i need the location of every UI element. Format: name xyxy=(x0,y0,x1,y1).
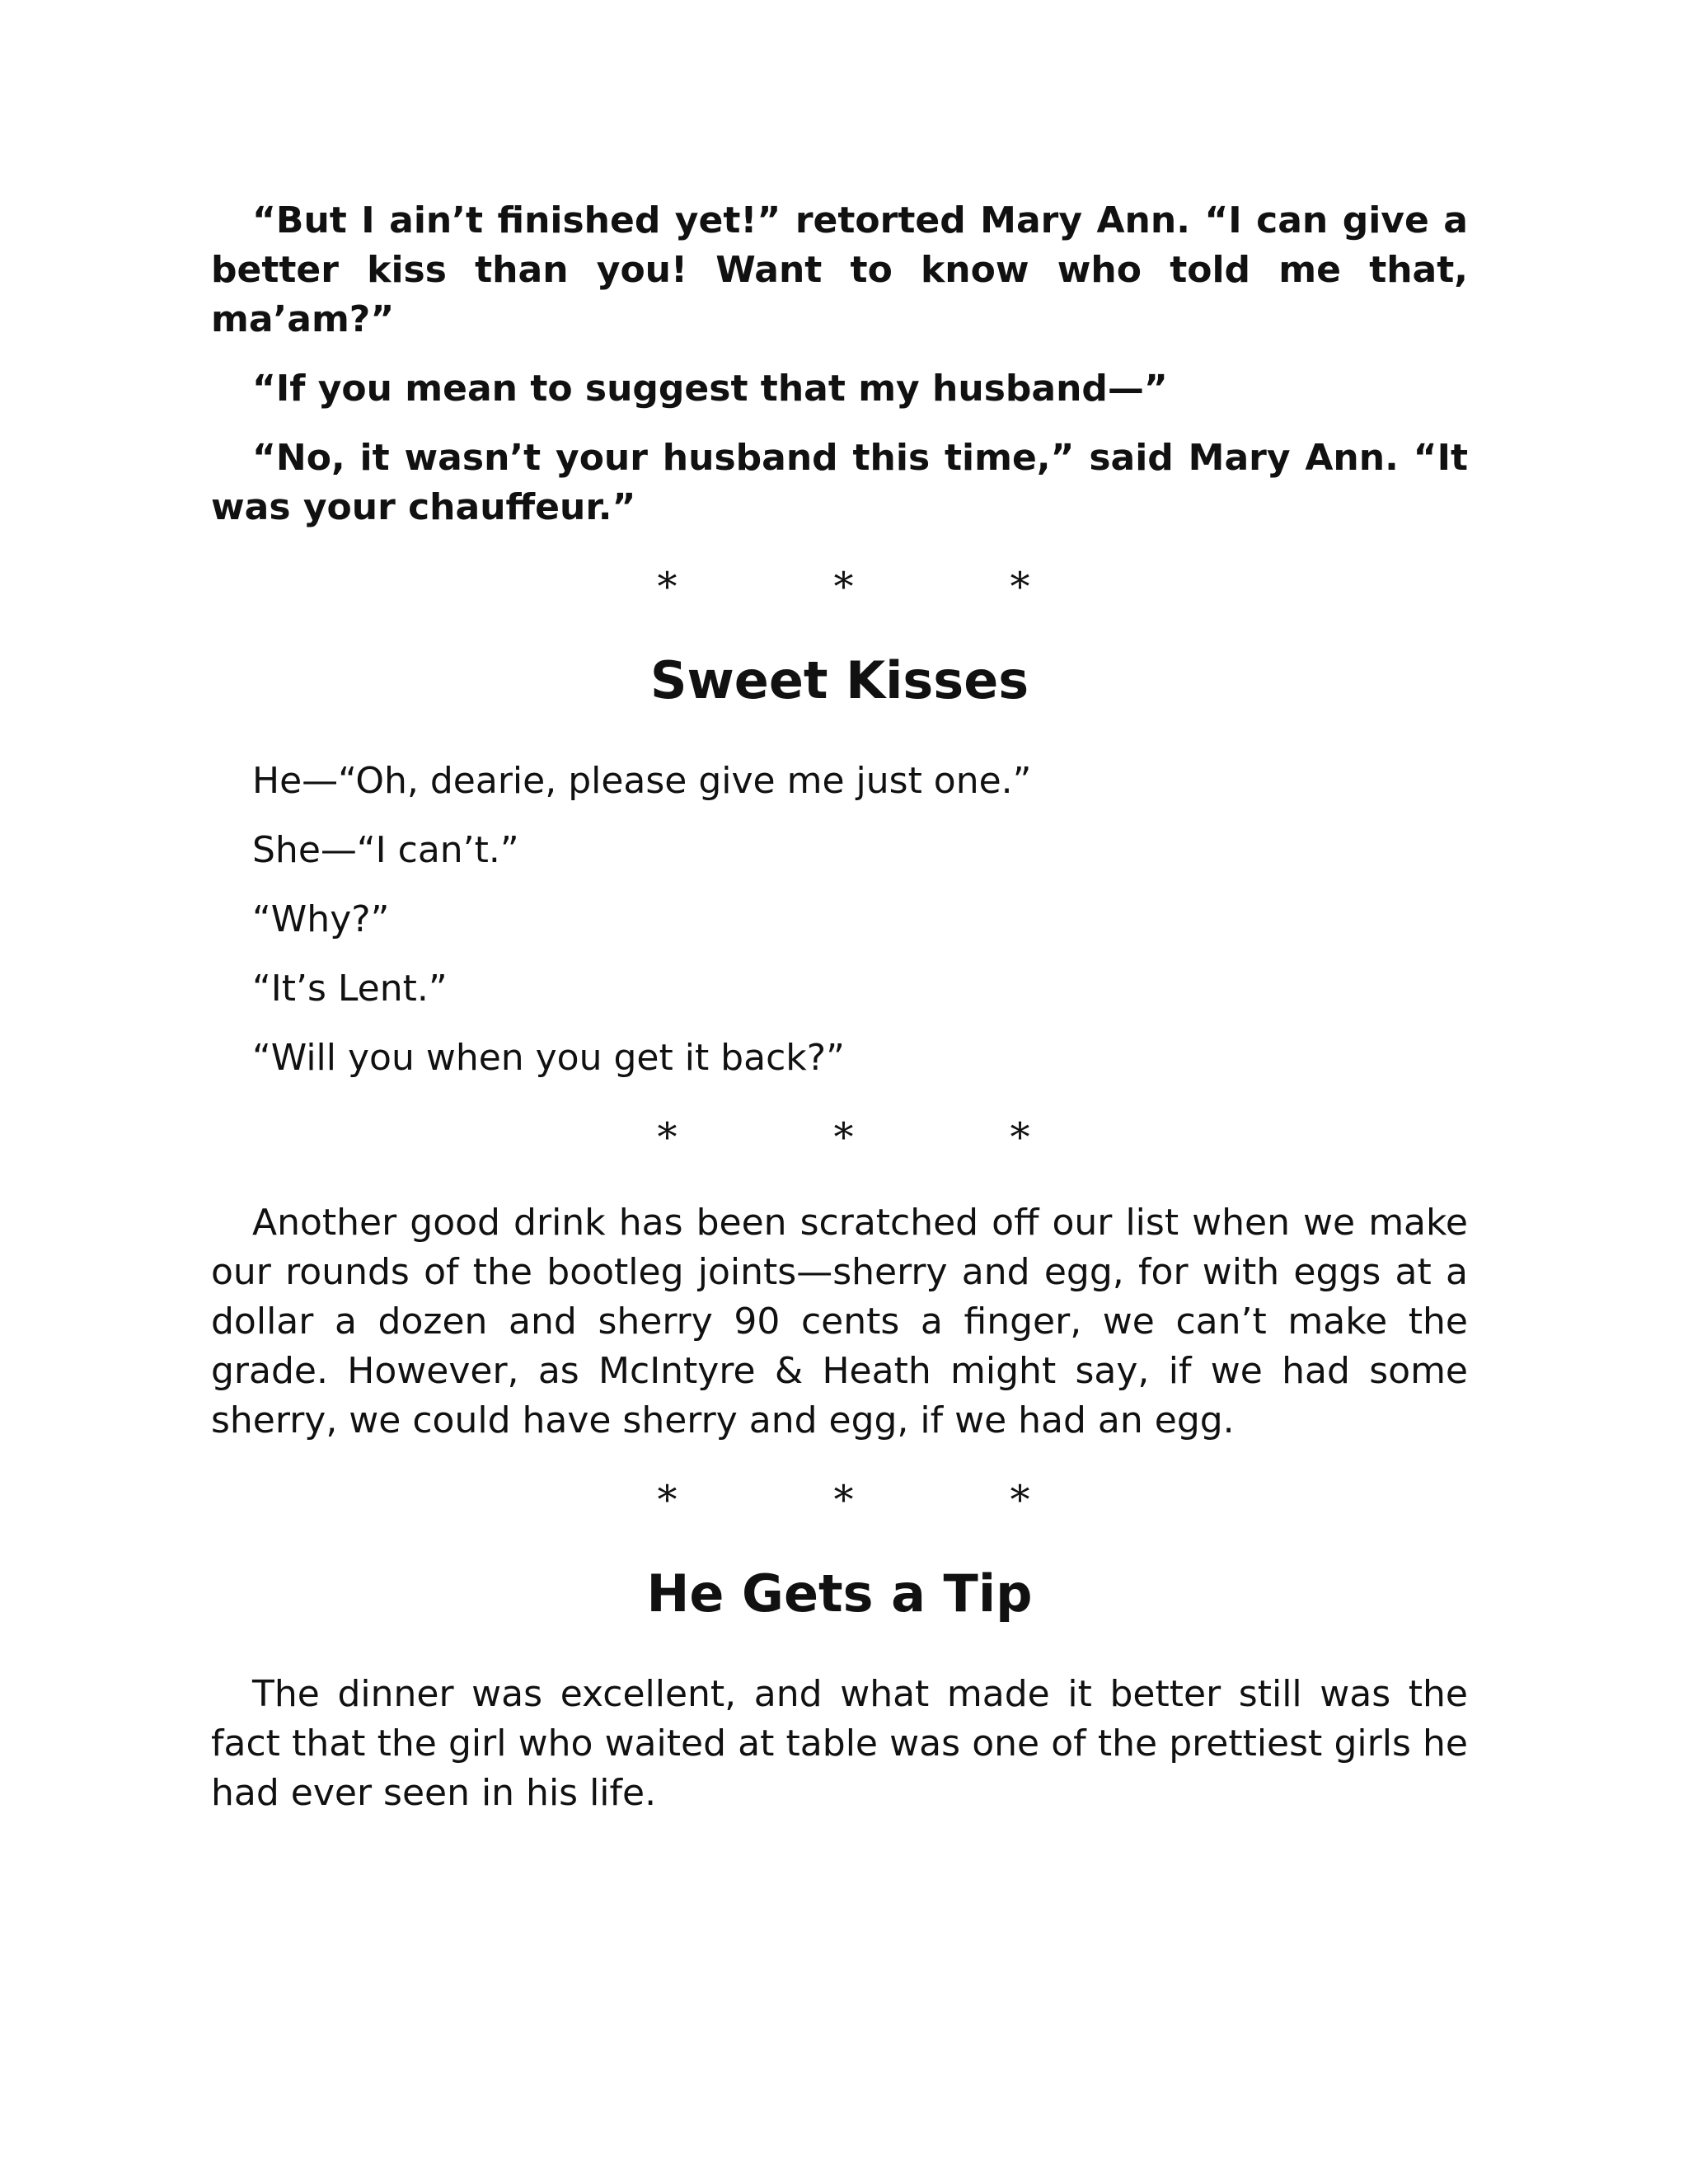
separator-star: * xyxy=(1010,1477,1030,1523)
dialog-line: “Why?” xyxy=(252,898,390,940)
paragraph-sherry-and-egg: Another good drink has been scratched off our list when we make our rounds of the bootleg joints—sherry and egg, for with eggs at a dollar a dozen and sherry 90 cents a finger, we can’t make the grade. However, as McIntyre & Heath might say, if we had some sherry, we could have sherry and egg, if we had an egg. xyxy=(211,1202,1468,1441)
dialog-line: “It’s Lent.” xyxy=(252,968,448,1010)
paragraph-dinner-excellent: The dinner was excellent, and what made it better still was the fact that the girl who waited at table was one of the prettiest girls he had ever seen in his life. xyxy=(211,1673,1468,1814)
separator-star: * xyxy=(833,1114,854,1160)
section-separator-2 xyxy=(211,1113,1468,1162)
dialog-line: She—“I can’t.” xyxy=(252,829,519,871)
paragraph-husband-suggestion: “If you mean to suggest that my husband—” xyxy=(252,368,1168,410)
section-separator-3 xyxy=(211,1475,1468,1525)
separator-star: * xyxy=(657,1477,678,1523)
text-column xyxy=(211,196,1468,1838)
separator-star: * xyxy=(833,1477,854,1523)
separator-star: * xyxy=(657,1114,678,1160)
separator-star: * xyxy=(1010,1114,1030,1160)
section-separator-1 xyxy=(211,562,1468,612)
separator-star: * xyxy=(1010,564,1030,610)
heading-he-gets-a-tip: He Gets a Tip xyxy=(646,1563,1033,1624)
dialog-line: “Will you when you get it back?” xyxy=(252,1037,845,1079)
paragraph-chauffeur-punchline: “No, it wasn’t your husband this time,” said Mary Ann. “It was your chauffeur.” xyxy=(211,437,1468,528)
separator-star: * xyxy=(657,564,678,610)
dialog-line: He—“Oh, dearie, please give me just one.” xyxy=(252,760,1032,802)
heading-sweet-kisses: Sweet Kisses xyxy=(649,650,1029,710)
separator-star: * xyxy=(833,564,854,610)
paragraph-mary-ann-retort: “But I ain’t finished yet!” retorted Mary Ann. “I can give a better kiss than you! Want to know who told me that, ma’am?” xyxy=(211,199,1468,340)
